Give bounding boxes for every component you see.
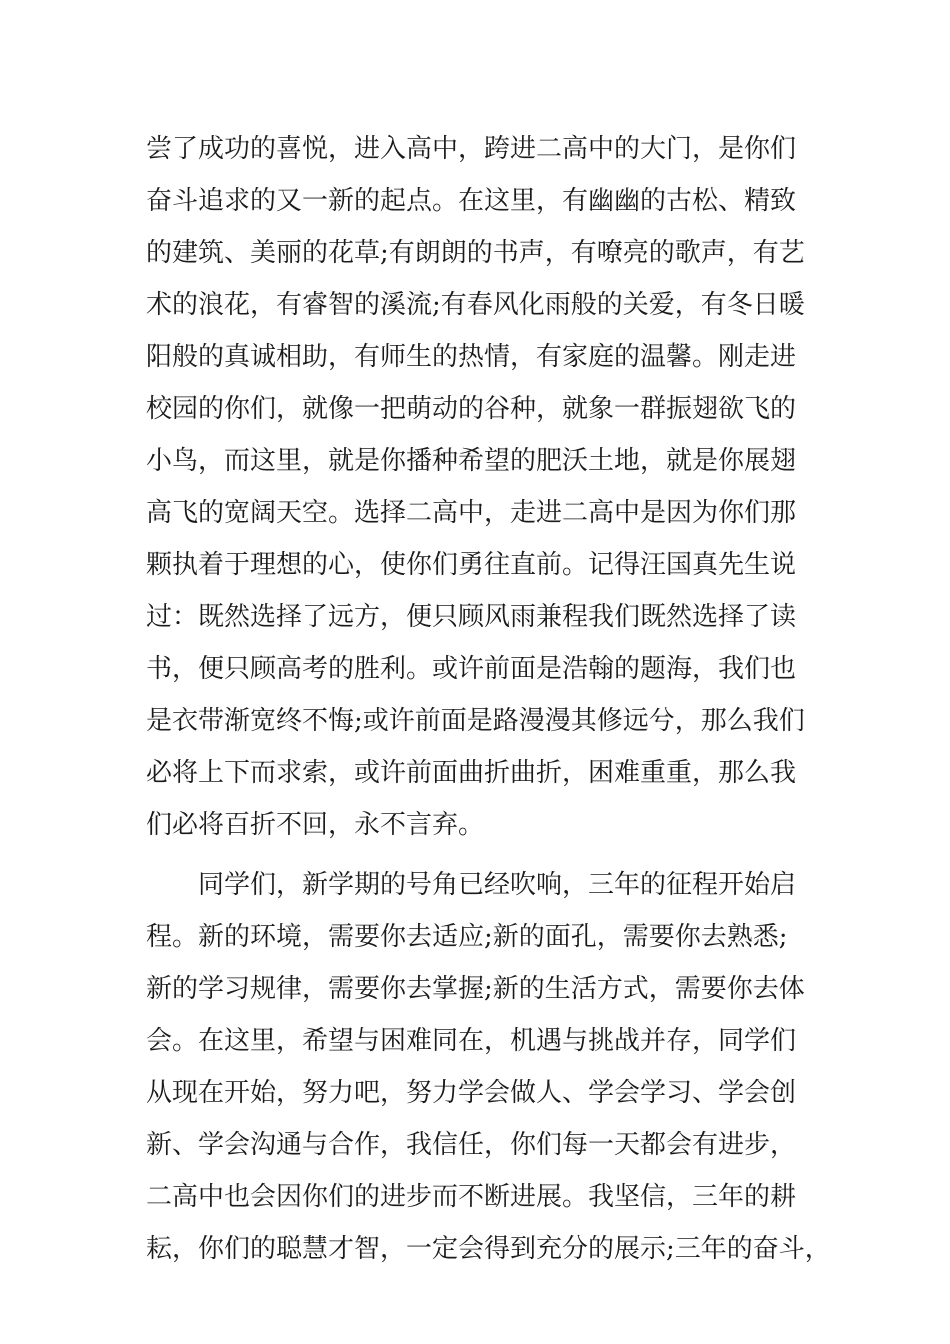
- paragraph-line: 的建筑、美丽的花草;有朗朗的书声，有嘹亮的歌声，有艺: [146, 238, 805, 268]
- paragraph-line: 会。在这里，希望与困难同在，机遇与挑战并存，同学们: [146, 1026, 797, 1056]
- paragraph-1: [146, 123, 836, 851]
- paragraph-line: 奋斗追求的又一新的起点。在这里，有幽幽的古松、精致: [146, 186, 797, 216]
- paragraph-line: 校园的你们，就像一把萌动的谷种，就象一群振翅欲飞的: [146, 394, 797, 424]
- paragraph-line: 从现在开始，努力吧，努力学会做人、学会学习、学会创: [146, 1078, 797, 1108]
- paragraph-line: 颗执着于理想的心，使你们勇往直前。记得汪国真先生说: [146, 550, 797, 580]
- paragraph-line: 必将上下而求索，或许前面曲折曲折，困难重重，那么我: [146, 758, 797, 788]
- paragraph-line: 们必将百折不回，永不言弃。: [146, 810, 485, 840]
- paragraph-spacer: [146, 851, 836, 859]
- paragraph-line: 新的学习规律，需要你去掌握;新的生活方式，需要你去体: [146, 974, 805, 1004]
- paragraph-line: 阳般的真诚相助，有师生的热情，有家庭的温馨。刚走进: [146, 342, 797, 372]
- paragraph-line: 同学们，新学期的号角已经吹响，三年的征程开始启: [198, 870, 797, 900]
- paragraph-2: [146, 859, 836, 1275]
- paragraph-line: 新、学会沟通与合作，我信任，你们每一天都会有进步，: [146, 1130, 797, 1160]
- paragraph-line: 高飞的宽阔天空。选择二高中，走进二高中是因为你们那: [146, 498, 797, 528]
- paragraph-line: 术的浪花，有睿智的溪流;有春风化雨般的关爱，有冬日暖: [146, 290, 805, 320]
- paragraph-line: 二高中也会因你们的进步而不断进展。我坚信，三年的耕: [146, 1182, 797, 1212]
- paragraph-line: 过：既然选择了远方，便只顾风雨兼程我们既然选择了读: [146, 602, 797, 632]
- paragraph-line: 程。新的环境，需要你去适应;新的面孔，需要你去熟悉;: [146, 922, 788, 952]
- paragraph-line: 尝了成功的喜悦，进入高中，跨进二高中的大门，是你们: [146, 134, 797, 164]
- paragraph-line: 小鸟，而这里，就是你播种希望的肥沃土地，就是你展翅: [146, 446, 797, 476]
- document-body: [146, 123, 836, 1275]
- paragraph-line: 是衣带渐宽终不悔;或许前面是路漫漫其修远兮，那么我们: [146, 706, 805, 736]
- paragraph-line: 耘，你们的聪慧才智，一定会得到充分的展示;三年的奋斗，: [146, 1234, 831, 1264]
- paragraph-line: 书，便只顾高考的胜利。或许前面是浩翰的题海，我们也: [146, 654, 797, 684]
